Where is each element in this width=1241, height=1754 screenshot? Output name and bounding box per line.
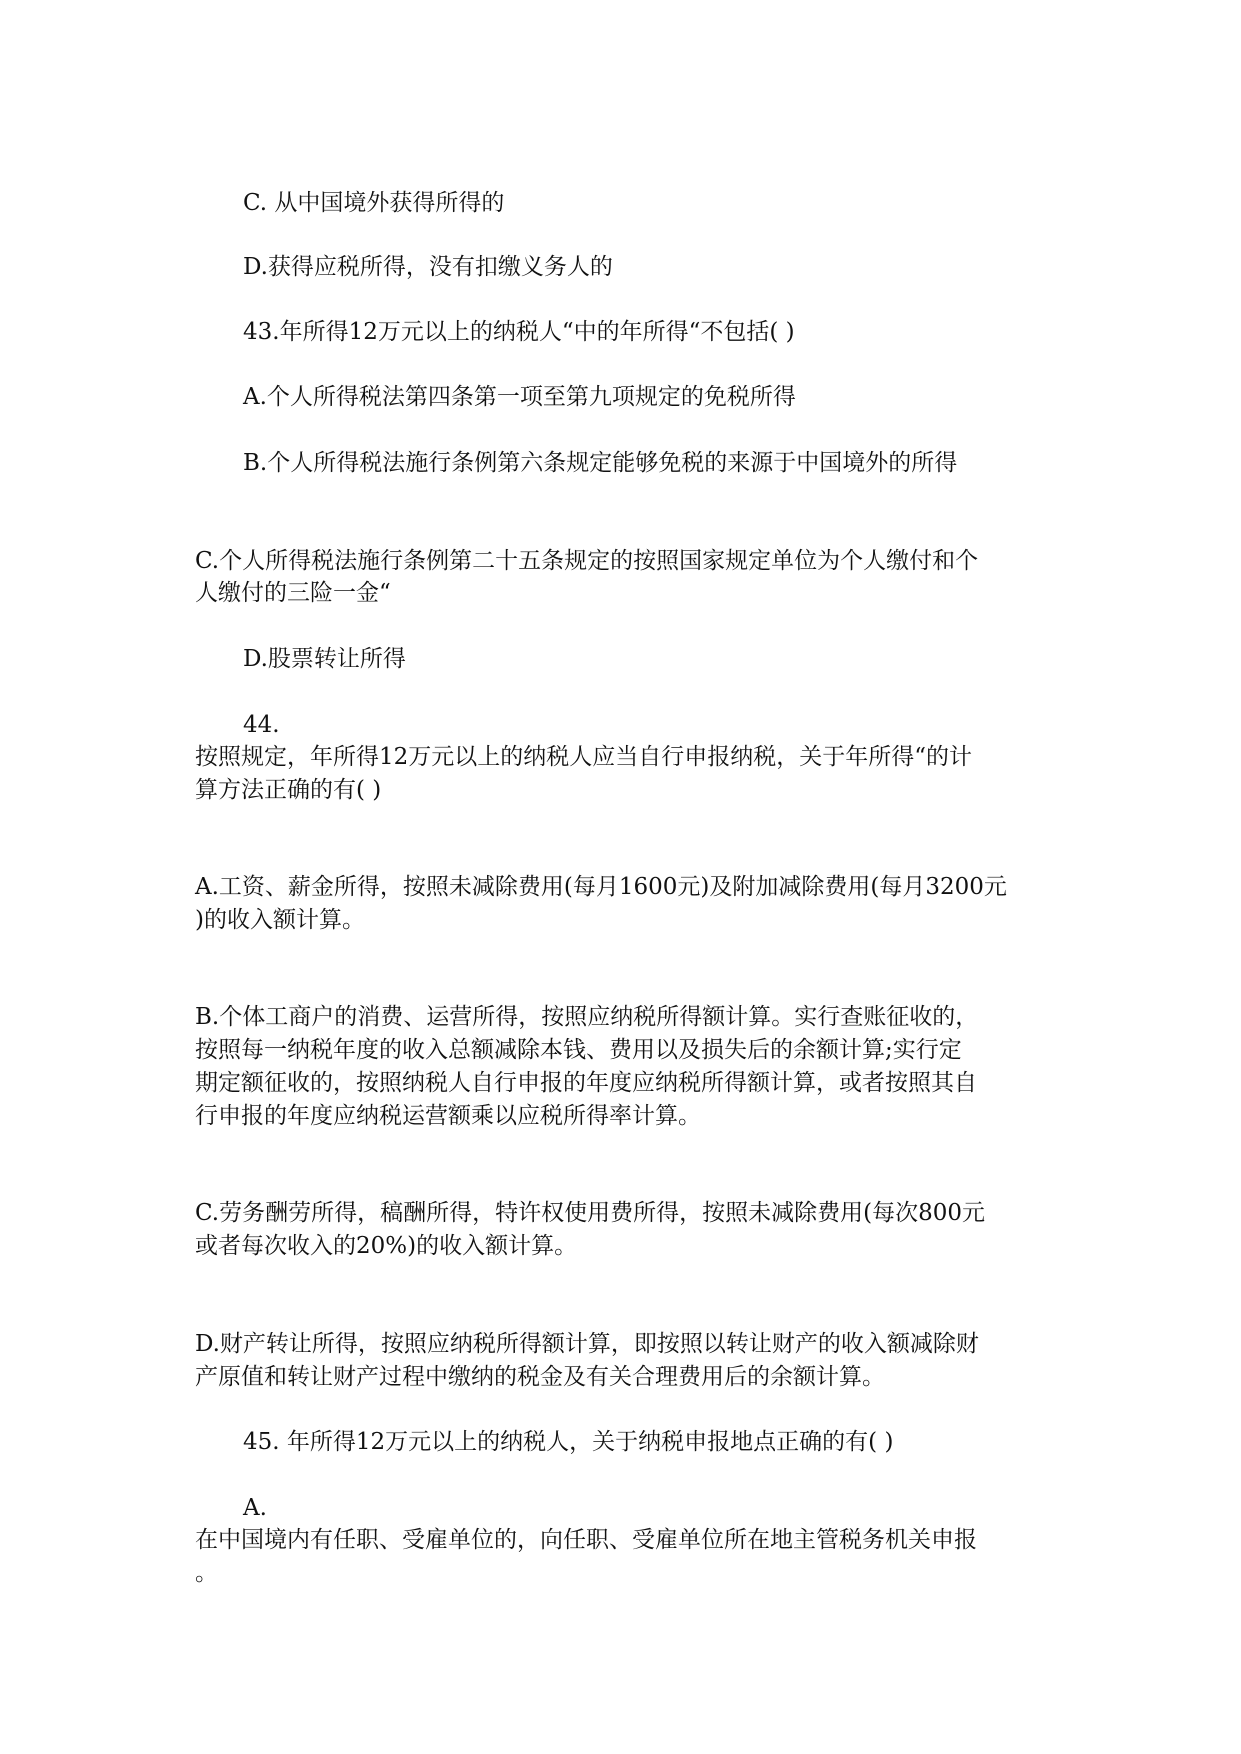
- q45-stem: 45. 年所得12万元以上的纳税人，关于纳税申报地点正确的有( ): [243, 1429, 894, 1455]
- q44-option-d-line2: 产原值和转让财产过程中缴纳的税金及有关合理费用后的余额计算。: [195, 1364, 885, 1390]
- q44-option-b-line1: B.个体工商户的消费、运营所得，按照应纳税所得额计算。实行查账征收的，: [195, 1004, 979, 1030]
- q44-option-a-line1: A.工资、薪金所得，按照未减除费用(每月1600元)及附加减除费用(每月3200元: [195, 874, 1007, 900]
- q44-option-a-line2: )的收入额计算。: [195, 907, 365, 933]
- q44-stem-line2: 算方法正确的有( ): [195, 777, 382, 803]
- q43-option-c-line2: 人缴付的三险一金“: [195, 580, 391, 606]
- q43-option-a: A.个人所得税法第四条第一项至第九项规定的免税所得: [243, 384, 796, 410]
- q42-option-c: C. 从中国境外获得所得的: [243, 190, 505, 216]
- q44-option-d-line1: D.财产转让所得，按照应纳税所得额计算，即按照以转让财产的收入额减除财: [195, 1331, 979, 1357]
- q42-option-d: D.获得应税所得，没有扣缴义务人的: [243, 254, 613, 280]
- q45-option-a-line1: 在中国境内有任职、受雇单位的，向任职、受雇单位所在地主管税务机关申报: [195, 1527, 977, 1553]
- q43-option-b: B.个人所得税法施行条例第六条规定能够免税的来源于中国境外的所得: [243, 450, 958, 476]
- q45-option-a-line2: 。: [195, 1560, 218, 1586]
- q44-option-c-line2: 或者每次收入的20%)的收入额计算。: [195, 1233, 578, 1259]
- q43-stem: 43.年所得12万元以上的纳税人“中的年所得“不包括( ): [243, 319, 795, 345]
- q44-option-b-line3: 期定额征收的，按照纳税人自行申报的年度应纳税所得额计算，或者按照其自: [195, 1070, 977, 1096]
- q44-stem-line1: 按照规定，年所得12万元以上的纳税人应当自行申报纳税，关于年所得“的计: [195, 744, 973, 770]
- q44-option-b-line2: 按照每一纳税年度的收入总额减除本钱、费用以及损失后的余额计算;实行定: [195, 1037, 962, 1063]
- q43-option-d: D.股票转让所得: [243, 646, 406, 672]
- q43-option-c-line1: C.个人所得税法施行条例第二十五条规定的按照国家规定单位为个人缴付和个: [195, 548, 979, 574]
- q44-option-c-line1: C.劳务酬劳所得，稿酬所得，特许权使用费所得，按照未减除费用(每次800元: [195, 1200, 985, 1226]
- q45-option-a-label: A.: [243, 1495, 267, 1521]
- q44-number: 44.: [243, 712, 280, 738]
- q44-option-b-line4: 行申报的年度应纳税运营额乘以应税所得率计算。: [195, 1103, 701, 1129]
